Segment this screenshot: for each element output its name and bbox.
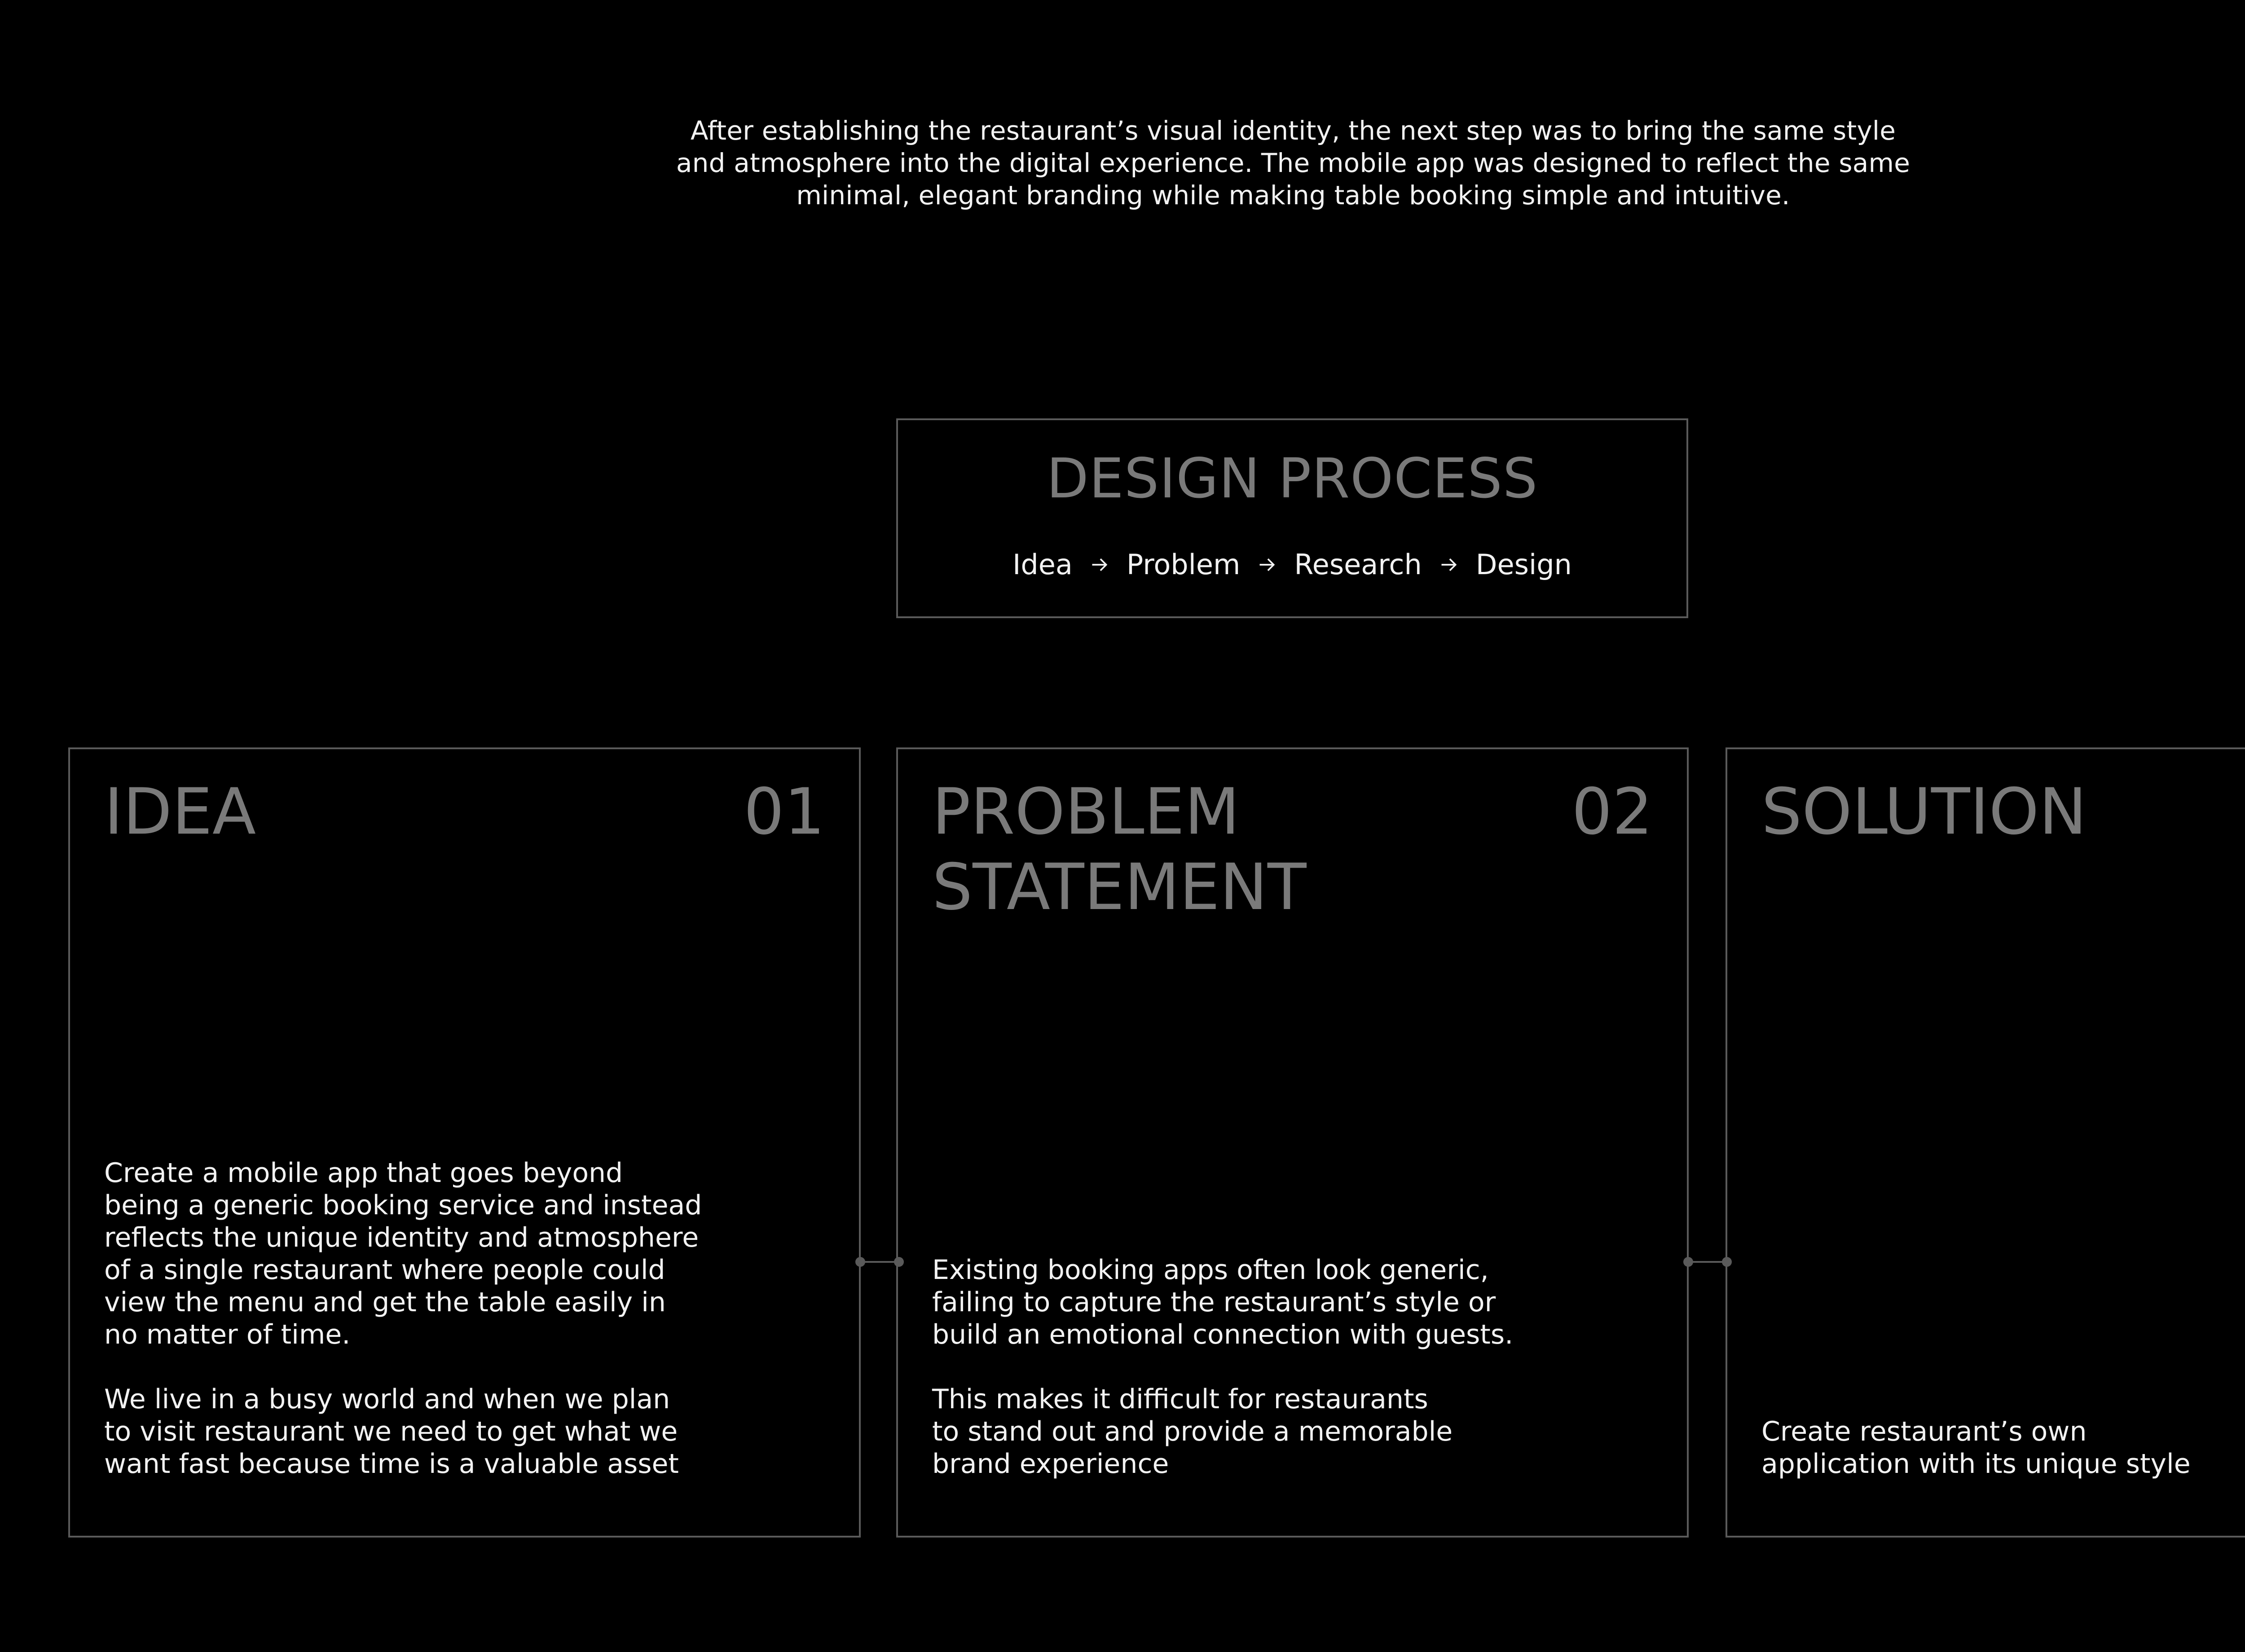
design-process-steps <box>898 547 1686 583</box>
card-title: SOLUTION <box>1761 775 2087 849</box>
arrow-right-icon <box>1257 555 1277 575</box>
design-process-box <box>896 418 1688 618</box>
card-paragraph: We live in a busy world and when we plan to visit restaurant we need to get what we want fast because time is a valuable asset <box>104 1384 679 1480</box>
card-paragraph: Create restaurant’s own application with its unique style <box>1761 1416 2191 1480</box>
card-title: PROBLEM STATEMENT <box>932 775 1307 924</box>
card-body <box>104 1157 702 1480</box>
card-title: IDEA <box>104 775 256 849</box>
process-step-idea: Idea <box>1012 548 1073 581</box>
idea-card <box>68 747 861 1538</box>
design-process-title: DESIGN PROCESS <box>1046 447 1538 510</box>
card-paragraph: This makes it difficult for restaurants to stand out and provide a memorable brand experience <box>932 1384 1453 1480</box>
card-paragraph: Existing booking apps often look generic, failing to capture the restaurant’s style or build an emotional connection with guests. <box>932 1254 1514 1350</box>
intro-text: After establishing the restaurant’s visual identity, the next step was to bring the same style and atmosphere into the digital experience. The mobile app was designed to reflect the same minimal, elegant branding while making table booking simple and intuitive. <box>676 115 1910 211</box>
process-step-problem: Problem <box>1126 548 1241 581</box>
problem-statement-card <box>896 747 1689 1538</box>
process-step-design: Design <box>1475 548 1572 581</box>
arrow-right-icon <box>1439 555 1459 575</box>
card-number: 01 <box>744 775 825 849</box>
arrow-right-icon <box>1090 555 1109 575</box>
card-number: 02 <box>1572 775 1653 849</box>
card-body <box>1761 1415 2191 1480</box>
solution-card <box>1726 747 2245 1538</box>
process-step-research: Research <box>1294 548 1422 581</box>
card-body <box>932 1254 1513 1480</box>
card-paragraph: Create a mobile app that goes beyond being a generic booking service and instead reflects the unique identity and atmosphere of a single restaurant where people could view the menu and get the table easily in no matter of time. <box>104 1157 702 1350</box>
connector-line <box>1683 1257 1732 1267</box>
